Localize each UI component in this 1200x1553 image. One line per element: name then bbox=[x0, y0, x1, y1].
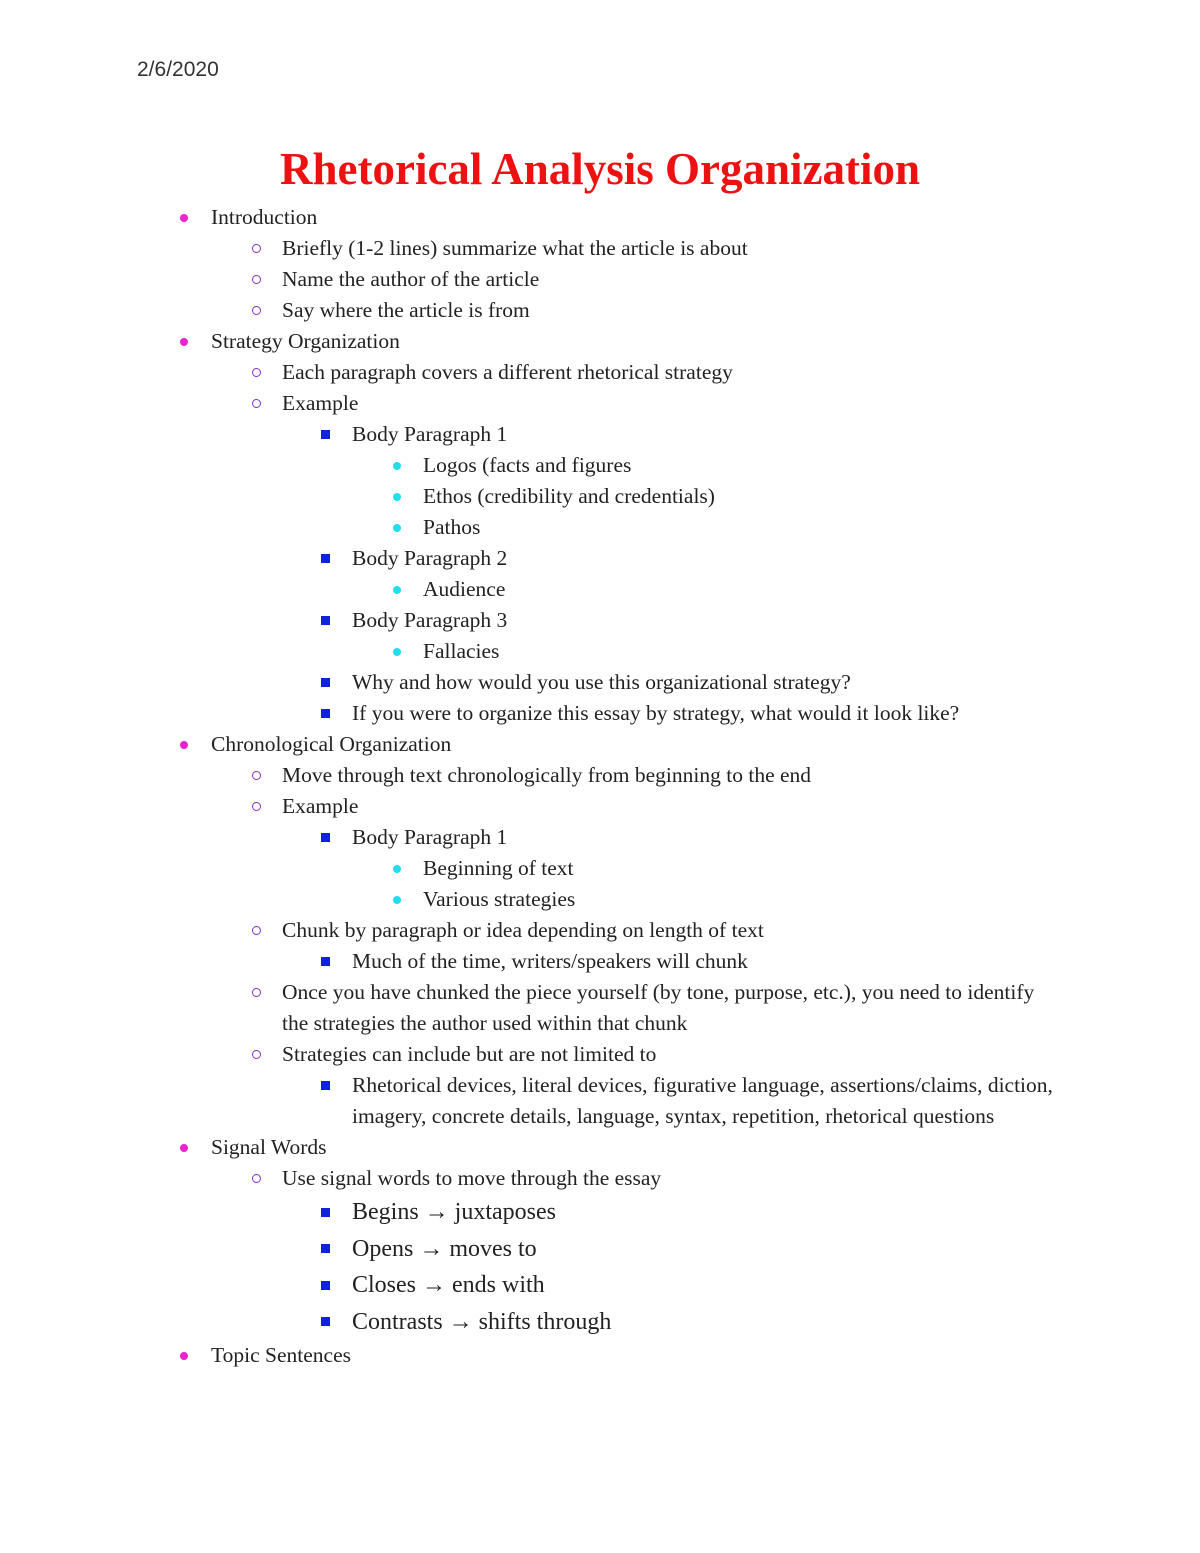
outline-item-level-3 bbox=[0, 1194, 1200, 1231]
hollow-circle-bullet-icon bbox=[249, 233, 263, 264]
outline-item-text: Example bbox=[282, 391, 359, 415]
square-bullet-icon bbox=[318, 605, 332, 636]
outline-item-text: Each paragraph covers a different rhetorical strategy bbox=[282, 360, 733, 384]
hollow-circle-bullet-icon bbox=[249, 977, 263, 1008]
outline-item-text: Closes → ends with bbox=[352, 1272, 545, 1298]
outline-item-text: Introduction bbox=[211, 205, 318, 229]
filled-circle-bullet-icon bbox=[390, 853, 404, 884]
outline-item-text: Opens → moves to bbox=[352, 1235, 537, 1262]
hollow-circle-bullet-icon bbox=[249, 295, 263, 326]
outline-item-text: Topic Sentences bbox=[211, 1343, 351, 1367]
outline-item-level-2 bbox=[0, 1039, 1200, 1070]
outline-item-level-2 bbox=[0, 295, 1200, 326]
filled-circle-bullet-icon bbox=[390, 636, 404, 667]
outline-item-level-2 bbox=[0, 760, 1200, 791]
square-bullet-icon bbox=[318, 1304, 332, 1341]
outline-item-text: Rhetorical devices, literal devices, figurative language, assertions/claims, diction, imagery, concrete details, language, syntax, repetition, rhetorical questions bbox=[352, 1073, 1053, 1128]
outline-item-level-3 bbox=[0, 1231, 1200, 1268]
document-date: 2/6/2020 bbox=[137, 58, 219, 81]
outline-item-level-3 bbox=[0, 946, 1200, 977]
outline-item-text: Body Paragraph 3 bbox=[352, 608, 508, 632]
outline-item-level-1 bbox=[0, 326, 1200, 357]
square-bullet-icon bbox=[318, 698, 332, 729]
outline-item-text: If you were to organize this essay by strategy, what would it look like? bbox=[352, 701, 960, 725]
outline-item-level-2 bbox=[0, 233, 1200, 264]
outline-item-level-3 bbox=[0, 543, 1200, 574]
outline-item-text: Use signal words to move through the essay bbox=[282, 1166, 662, 1190]
outline-item-text: Body Paragraph 2 bbox=[352, 546, 508, 570]
outline-item-level-4 bbox=[0, 636, 1200, 667]
outline-item-text: Audience bbox=[423, 577, 506, 601]
hollow-circle-bullet-icon bbox=[249, 388, 263, 419]
square-bullet-icon bbox=[318, 667, 332, 698]
filled-circle-bullet-icon bbox=[177, 326, 191, 357]
outline-item-level-4 bbox=[0, 574, 1200, 605]
outline-item-level-3 bbox=[0, 419, 1200, 450]
outline-item-text: Logos (facts and figures bbox=[423, 453, 632, 477]
square-bullet-icon bbox=[318, 1231, 332, 1268]
outline-item-text: Chunk by paragraph or idea depending on length of text bbox=[282, 918, 764, 942]
outline-item-text: Beginning of text bbox=[423, 856, 574, 880]
outline-item-text: Briefly (1-2 lines) summarize what the article is about bbox=[282, 236, 748, 260]
filled-circle-bullet-icon bbox=[390, 450, 404, 481]
outline-item-level-3 bbox=[0, 698, 1200, 729]
outline-list bbox=[0, 202, 1200, 1371]
square-bullet-icon bbox=[318, 822, 332, 853]
outline-item-level-3 bbox=[0, 1304, 1200, 1341]
outline-item-text: Signal Words bbox=[211, 1135, 327, 1159]
hollow-circle-bullet-icon bbox=[249, 357, 263, 388]
outline-item-level-1 bbox=[0, 202, 1200, 233]
hollow-circle-bullet-icon bbox=[249, 264, 263, 295]
filled-circle-bullet-icon bbox=[390, 884, 404, 915]
square-bullet-icon bbox=[318, 1267, 332, 1304]
outline-item-level-4 bbox=[0, 481, 1200, 512]
filled-circle-bullet-icon bbox=[390, 512, 404, 543]
outline-item-level-3 bbox=[0, 605, 1200, 636]
square-bullet-icon bbox=[318, 1070, 332, 1101]
outline-item-level-2 bbox=[0, 357, 1200, 388]
outline-item-text: Begins → juxtaposes bbox=[352, 1199, 556, 1225]
filled-circle-bullet-icon bbox=[177, 1340, 191, 1371]
hollow-circle-bullet-icon bbox=[249, 791, 263, 822]
outline-item-text: Strategies can include but are not limited to bbox=[282, 1042, 657, 1066]
outline-item-level-1 bbox=[0, 1132, 1200, 1163]
outline-item-level-4 bbox=[0, 512, 1200, 543]
outline-item-text: Why and how would you use this organizational strategy? bbox=[352, 670, 851, 694]
outline-item-text: Various strategies bbox=[423, 887, 576, 911]
outline-item-text: Body Paragraph 1 bbox=[352, 422, 508, 446]
square-bullet-icon bbox=[318, 1194, 332, 1231]
outline-item-level-3 bbox=[0, 667, 1200, 698]
outline-item-level-3 bbox=[0, 1267, 1200, 1304]
outline-item-text: Ethos (credibility and credentials) bbox=[423, 484, 715, 508]
outline-item-text: Fallacies bbox=[423, 639, 500, 663]
hollow-circle-bullet-icon bbox=[249, 760, 263, 791]
filled-circle-bullet-icon bbox=[177, 729, 191, 760]
hollow-circle-bullet-icon bbox=[249, 915, 263, 946]
hollow-circle-bullet-icon bbox=[249, 1039, 263, 1070]
outline-item-level-2 bbox=[0, 1163, 1200, 1194]
outline-item-level-2 bbox=[0, 791, 1200, 822]
outline-item-level-2 bbox=[0, 388, 1200, 419]
hollow-circle-bullet-icon bbox=[249, 1163, 263, 1194]
filled-circle-bullet-icon bbox=[177, 1132, 191, 1163]
outline-item-level-2 bbox=[0, 915, 1200, 946]
document-title: Rhetorical Analysis Organization bbox=[280, 144, 920, 194]
square-bullet-icon bbox=[318, 946, 332, 977]
outline-item-level-4 bbox=[0, 450, 1200, 481]
outline-item-level-4 bbox=[0, 884, 1200, 915]
outline-item-level-3 bbox=[0, 822, 1200, 853]
filled-circle-bullet-icon bbox=[177, 202, 191, 233]
outline-item-level-1 bbox=[0, 729, 1200, 760]
outline-item-text: Move through text chronologically from beginning to the end bbox=[282, 763, 812, 787]
outline-item-level-3 bbox=[0, 1070, 1200, 1132]
filled-circle-bullet-icon bbox=[390, 481, 404, 512]
filled-circle-bullet-icon bbox=[390, 574, 404, 605]
outline-item-text: Body Paragraph 1 bbox=[352, 825, 508, 849]
outline-item-text: Say where the article is from bbox=[282, 298, 530, 322]
outline-item-level-2 bbox=[0, 264, 1200, 295]
outline-item-text: Chronological Organization bbox=[211, 732, 452, 756]
outline-item-text: Name the author of the article bbox=[282, 267, 540, 291]
outline-item-text: Once you have chunked the piece yourself (by tone, purpose, etc.), you need to identify the strategies the author used within that chunk bbox=[282, 980, 1035, 1035]
outline-item-text: Much of the time, writers/speakers will chunk bbox=[352, 949, 748, 973]
square-bullet-icon bbox=[318, 543, 332, 574]
outline-item-text: Example bbox=[282, 794, 359, 818]
outline-item-text: Contrasts → shifts through bbox=[352, 1308, 612, 1335]
outline-item-text: Pathos bbox=[423, 515, 481, 539]
square-bullet-icon bbox=[318, 419, 332, 450]
outline-item-level-2 bbox=[0, 977, 1200, 1039]
outline-item-text: Strategy Organization bbox=[211, 329, 400, 353]
outline-item-level-1 bbox=[0, 1340, 1200, 1371]
outline-item-level-4 bbox=[0, 853, 1200, 884]
